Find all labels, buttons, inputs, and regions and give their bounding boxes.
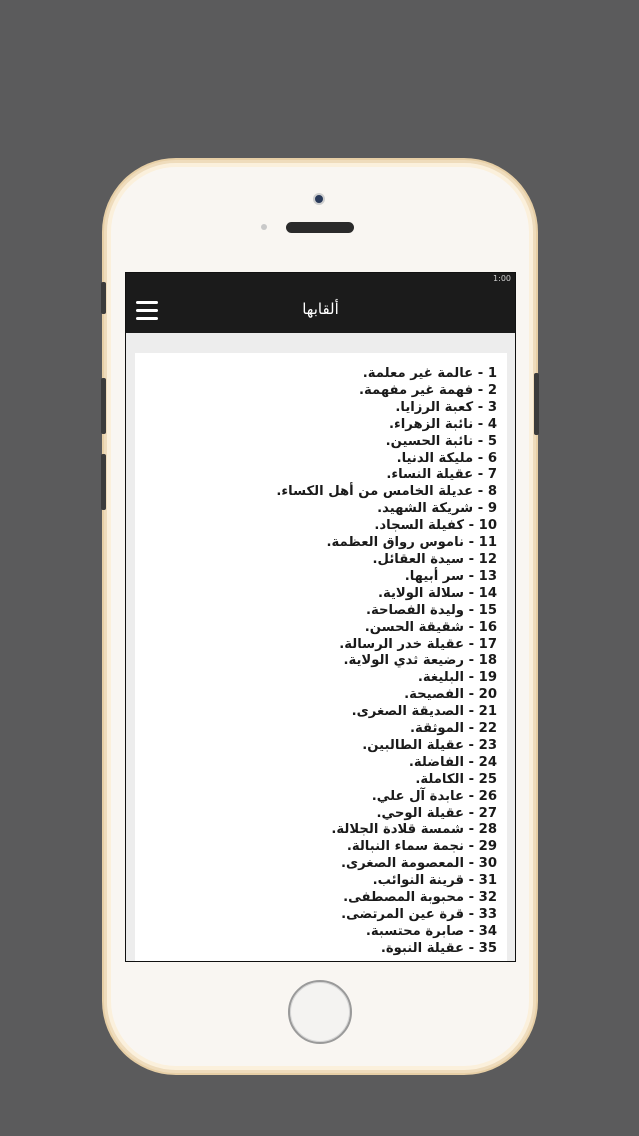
list-item: 6 - مليكة الدنيا. <box>396 450 497 466</box>
list-item: 14 - سلالة الولاية. <box>377 585 497 601</box>
list-item: 1 - عالمة غير معلمة. <box>362 366 497 381</box>
power-button <box>534 373 539 435</box>
list-item: 29 - نجمة سماء النبالة. <box>346 839 497 855</box>
list-item: 5 - نائبة الحسين. <box>385 433 497 449</box>
list-item: 8 - عديلة الخامس من أهل الكساء. <box>276 484 497 500</box>
list-item: 20 - الفصيحة. <box>404 687 497 703</box>
list-item: 22 - الموثقة. <box>409 721 497 737</box>
list-item: 23 - عقيلة الطالبين. <box>362 737 497 753</box>
front-camera <box>313 193 325 205</box>
list-item: 13 - سر أبيها. <box>404 568 497 584</box>
list-item: 3 - كعبة الرزايا. <box>395 399 497 415</box>
list-item: 34 - صابرة محتسبة. <box>365 923 497 939</box>
phone-screen <box>125 272 516 962</box>
list-item: 11 - ناموس رواق العظمة. <box>326 535 497 551</box>
list-item: 21 - الصديقة الصغرى. <box>351 704 497 720</box>
list-item: 2 - فهمة غير مفهمة. <box>358 382 497 398</box>
list-item: 32 - محبوبة المصطفى. <box>343 890 497 906</box>
list-item: 27 - عقيلة الوحي. <box>376 805 497 821</box>
home-button[interactable] <box>288 980 352 1044</box>
list-item: 18 - رضيعة ثدي الولاية. <box>343 653 497 669</box>
list-item: 10 - كفيلة السجاد. <box>374 518 497 534</box>
list-item: 7 - عقيلة النساء. <box>386 467 497 483</box>
list-item: 9 - شريكة الشهيد. <box>377 501 497 517</box>
page-title: ألقابها <box>302 300 339 318</box>
volume-up-button <box>101 378 106 434</box>
list-item: 12 - سيدة العقائل. <box>372 551 497 567</box>
earpiece-speaker <box>286 222 354 233</box>
mute-switch <box>101 282 106 314</box>
list-item: 24 - الفاضلة. <box>408 754 497 770</box>
status-time: 1:00 <box>493 274 511 283</box>
list-item: 28 - شمسة قلادة الجلالة. <box>331 822 497 838</box>
list-item: 4 - نائبة الزهراء. <box>389 416 497 432</box>
list-item: 15 - وليدة الفصاحة. <box>366 602 497 618</box>
list-item: 33 - قرة عين المرتضى. <box>341 907 497 922</box>
titles-list <box>147 366 497 958</box>
app-bar <box>126 273 515 333</box>
list-item: 35 - عقيلة النبوة. <box>380 940 497 956</box>
titles-card <box>135 353 507 962</box>
list-item: 17 - عقيلة خدر الرسالة. <box>339 636 497 652</box>
list-item: 19 - البليغة. <box>417 670 497 686</box>
proximity-sensor <box>261 224 267 230</box>
list-item: 30 - المعصومة الصغرى. <box>341 856 497 872</box>
list-item: 31 - قرينة النوائب. <box>372 873 497 889</box>
volume-down-button <box>101 454 106 510</box>
list-item: 26 - عابدة آل علي. <box>371 788 497 804</box>
list-item: 16 - شقيقة الحسن. <box>364 619 497 635</box>
list-item: 25 - الكاملة. <box>415 771 497 787</box>
